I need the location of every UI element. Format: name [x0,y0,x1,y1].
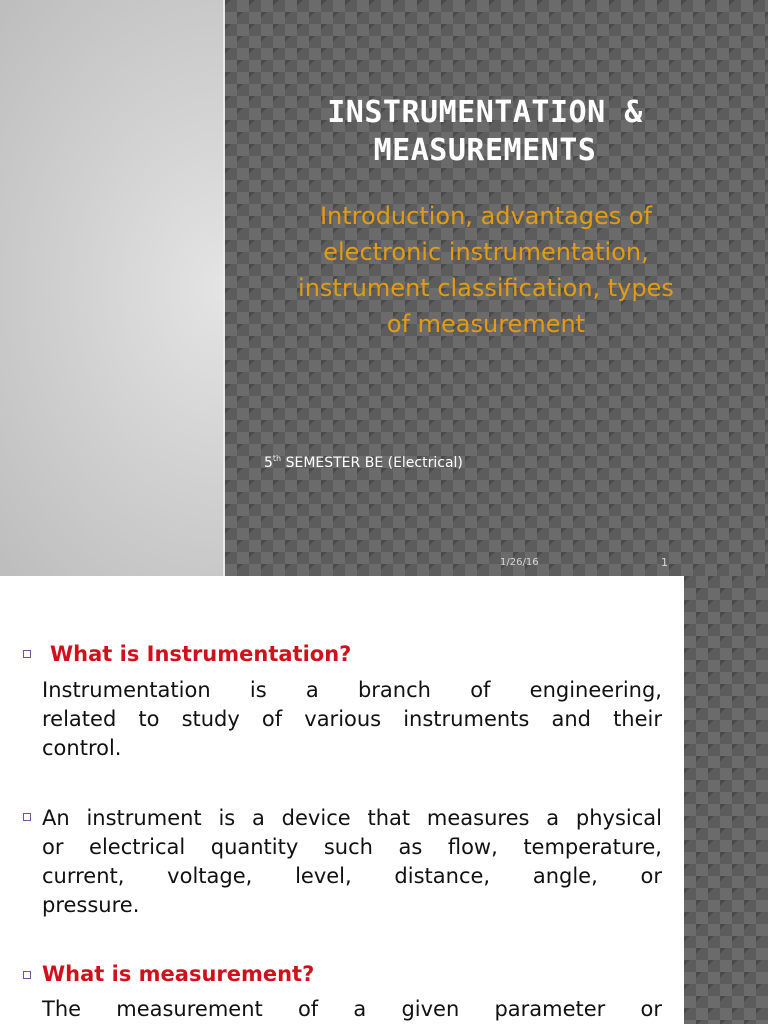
heading-what-is-measurement: What is measurement? [42,962,315,986]
paragraph-line: current, voltage, level, distance, angle, or [42,864,662,888]
slide-title [225,94,745,170]
slide-subtitle-line: Introduction, advantages of [319,202,653,230]
semester-ordinal: th [272,454,282,463]
paragraph-line: Instrumentation is a branch of engineering, [42,678,662,702]
paragraph-measurement-definition [42,995,662,1024]
bullet-square-icon [23,813,31,821]
slide-subtitle-line: instrument classification, types [298,274,674,302]
slide-date: 1/26/16 [500,557,539,568]
bullet-square-icon [23,971,31,979]
bullet-square-icon [23,650,31,658]
paragraph-line: related to study of various instruments and their [42,707,662,731]
heading-what-is-instrumentation: What is Instrumentation? [50,642,352,666]
slide-subtitle-line: electronic instrumentation, [323,238,649,266]
slide-number: 1 [661,556,668,569]
semester-label [264,454,463,471]
semester-number: 5 [264,455,273,471]
slide-subtitle [240,198,732,342]
paragraph-line: or electrical quantity such as flow, temperature, [42,835,662,859]
slide-left-panel [0,0,224,576]
slide-title-line: INSTRUMENTATION & [327,95,643,130]
paragraph-instrument-definition [42,804,662,920]
slide-subtitle-line: of measurement [386,310,586,338]
slide-title-line: MEASUREMENTS [373,133,597,168]
paragraph-instrumentation-definition [42,676,662,763]
slide-pattern-strip [684,576,768,1024]
paragraph-line: control. [42,736,122,760]
paragraph-line: The measurement of a given parameter or [42,997,662,1021]
content-slide [0,576,768,1024]
paragraph-line: An instrument is a device that measures a physical [42,806,662,830]
semester-text: SEMESTER BE (Electrical) [281,455,463,471]
slide-content [0,576,684,1024]
paragraph-line: pressure. [42,893,140,917]
